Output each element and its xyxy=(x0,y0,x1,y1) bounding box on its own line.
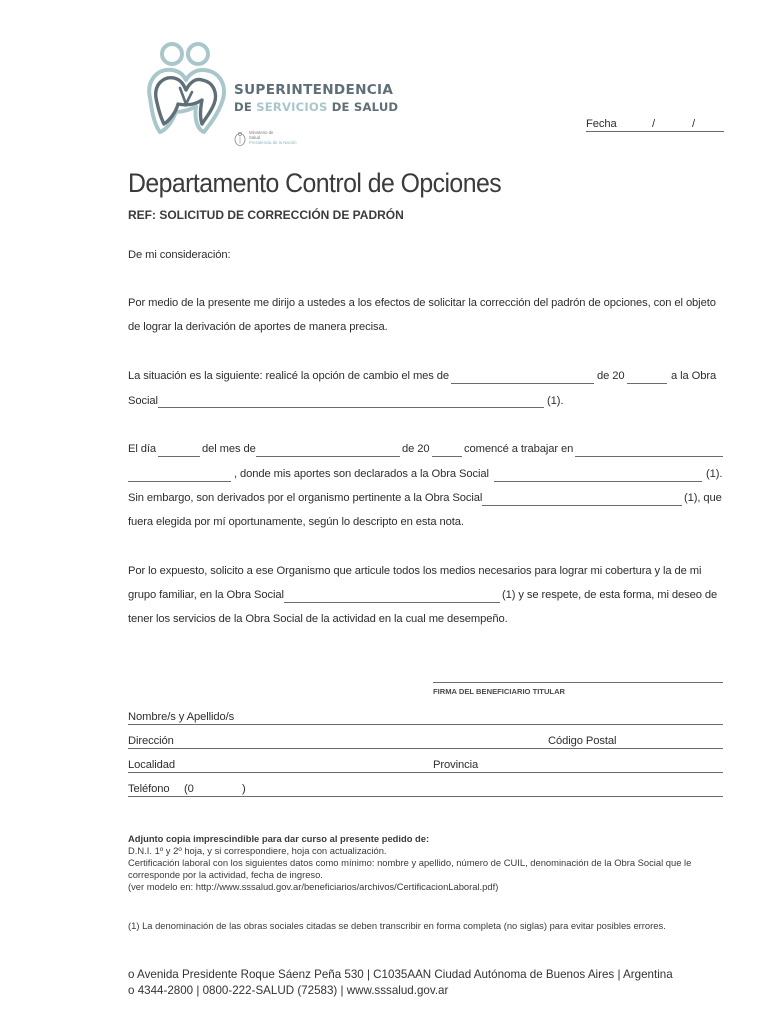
p4-text: Por lo expuesto, solicito a ese Organismo que articule todos los medios necesarios para lograr mi cobertura y la de mi xyxy=(128,565,702,577)
p2-text: Social xyxy=(128,395,158,407)
page-title: Departamento Control de Opciones xyxy=(128,168,502,198)
p2-text: (1). xyxy=(547,395,564,407)
attachment-item: Certificación laboral con los siguientes datos como mínimo: nombre y apellido, número de CUIL, denominación de la Obra Social que le xyxy=(128,857,692,868)
fecha-label: Fecha xyxy=(586,118,617,130)
bullet-icon: o xyxy=(128,968,135,981)
ministry-label: Ministerio de Salud Presidencia de la Nación xyxy=(249,130,297,145)
p2-text: La situación es la siguiente: realicé la opción de cambio el mes de xyxy=(128,370,450,382)
p3-text: de 20 xyxy=(402,443,430,455)
signature-label: FIRMA DEL BENEFICIARIO TITULAR xyxy=(433,687,566,696)
p3-text: (1), que xyxy=(684,492,722,504)
direccion-field[interactable] xyxy=(128,748,723,749)
logo-head-left xyxy=(162,44,182,64)
p4-text: grupo familiar, en la Obra Social xyxy=(128,589,284,601)
fecha-separator: / xyxy=(652,118,656,130)
nombre-field[interactable] xyxy=(128,724,723,725)
provincia-label: Provincia xyxy=(433,759,479,771)
telefono-label: Teléfono xyxy=(128,783,170,795)
telefono-field[interactable] xyxy=(128,796,723,797)
codigo-postal-label: Código Postal xyxy=(548,735,617,747)
attachment-item: D.N.I. 1º y 2º hoja, y si correspondiere, hoja con actualización. xyxy=(128,845,387,856)
paragraph-intro-line: Por medio de la presente me dirijo a ustedes a los efectos de solicitar la corrección del padrón de opciones, con el objeto xyxy=(128,297,716,309)
org-name-line1: SUPERINTENDENCIA xyxy=(234,82,394,98)
logo-head-right xyxy=(188,44,208,64)
p3-text: fuera elegida por mí oportunamente, según lo descripto en esta nota. xyxy=(128,516,464,528)
fecha-separator: / xyxy=(692,118,696,130)
telefono-paren-open: (0 xyxy=(184,783,194,795)
bullet-icon: o xyxy=(128,984,135,997)
p4-text: (1) y se respete, de esta forma, mi deseo de xyxy=(502,589,718,601)
attachment-item: corresponde por la actividad, fecha de ingreso. xyxy=(128,869,323,880)
signature-line[interactable] xyxy=(433,682,723,683)
footer-contact: o 4344-2800 | 0800-222-SALUD (72583) | www.sssalud.gov.ar xyxy=(128,984,449,997)
dia-field[interactable] xyxy=(158,456,200,457)
national-seal-icon xyxy=(234,131,246,146)
reference-line: REF: SOLICITUD DE CORRECCIÓN DE PADRÓN xyxy=(128,208,404,222)
footer-address: o Avenida Presidente Roque Sáenz Peña 530 | C1035AAN Ciudad Autónoma de Buenos Aires | Argentina xyxy=(128,968,673,981)
p3-text: El día xyxy=(128,443,157,455)
obra-social-aportes-field[interactable] xyxy=(494,481,702,482)
mes-inicio-field[interactable] xyxy=(256,456,400,457)
footnote: (1) La denominación de las obras sociales citadas se deben transcribir en forma completa (no siglas) para evitar posibles errores. xyxy=(128,920,666,931)
salutation: De mi consideración: xyxy=(128,249,231,261)
anio-inicio-field[interactable] xyxy=(432,456,462,457)
p3-text: Sin embargo, son derivados por el organismo pertinente a la Obra Social xyxy=(128,492,483,504)
p3-text: comencé a trabajar en xyxy=(464,443,574,455)
p4-text: tener los servicios de la Obra Social de la actividad en la cual me desempeño. xyxy=(128,613,508,625)
p3-text: , donde mis aportes son declarados a la Obra Social xyxy=(234,468,489,480)
localidad-label: Localidad xyxy=(128,759,175,771)
p3-text: del mes de xyxy=(202,443,256,455)
sss-logo xyxy=(140,40,232,136)
localidad-field[interactable] xyxy=(128,772,723,773)
attachment-link[interactable]: (ver modelo en: http://www.sssalud.gov.ar/beneficiarios/archivos/CertificacionLaboral.pdf) xyxy=(128,881,499,892)
attachments-heading: Adjunto copia imprescindible para dar curso al presente pedido de: xyxy=(128,833,430,844)
nombre-label: Nombre/s y Apellido/s xyxy=(128,711,235,723)
empleador-field-continued[interactable] xyxy=(128,481,231,482)
obra-social-opcion-field[interactable] xyxy=(158,407,544,408)
p2-text: de 20 xyxy=(597,370,625,382)
mes-opcion-field[interactable] xyxy=(451,383,594,384)
org-name-line2: DE SERVICIOS DE SALUD xyxy=(234,100,399,114)
p3-text: (1). xyxy=(706,468,723,480)
direccion-label: Dirección xyxy=(128,735,174,747)
obra-social-deseada-field[interactable] xyxy=(284,602,500,603)
fecha-field[interactable] xyxy=(586,131,724,132)
telefono-paren-close: ) xyxy=(242,783,246,795)
p2-text: a la Obra xyxy=(671,370,717,382)
paragraph-intro-line: de lograr la derivación de aportes de manera precisa. xyxy=(128,321,388,333)
empleador-field[interactable] xyxy=(575,456,723,457)
obra-social-derivada-field[interactable] xyxy=(482,505,682,506)
anio-opcion-field[interactable] xyxy=(627,383,667,384)
